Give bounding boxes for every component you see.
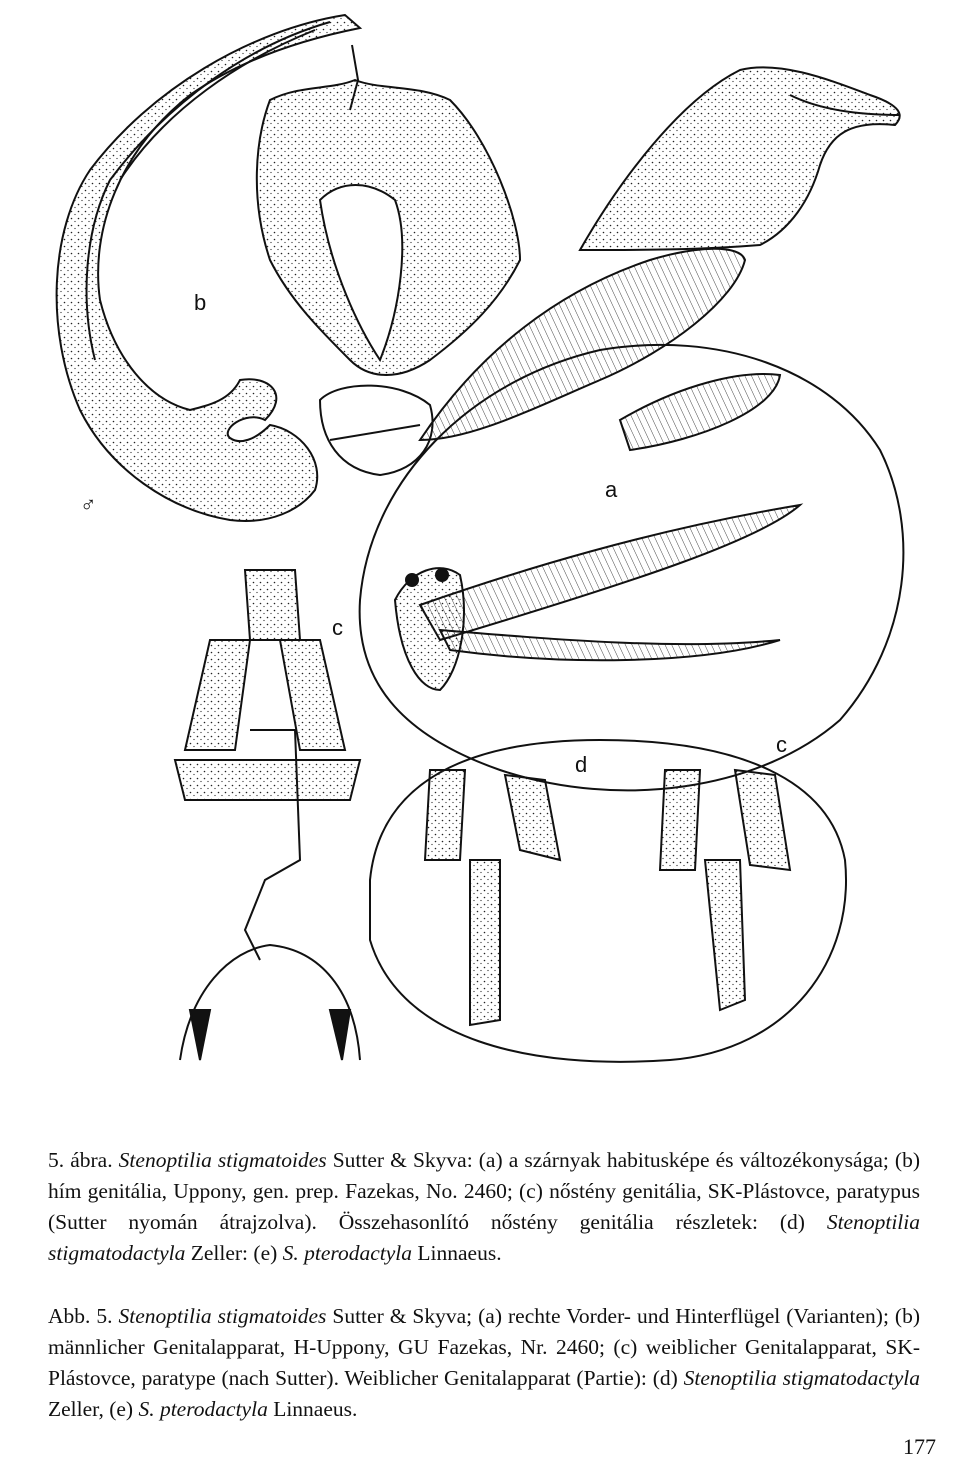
male-symbol: ♂: [80, 492, 97, 517]
figure-label-d: d: [575, 752, 588, 777]
caption-de-part-1: Sutter & Skyva; (a) rechte Vorder- und Hinterflügel (Varianten); (b) männlicher Genitalapparat, H-Uppony, GU Fazekas, Nr. 2460; (c) weiblicher Genitalapparat, SK-Plástovce, paratype (nach Sutter). Weiblicher Genitalapparat (Partie): (d): [48, 1304, 921, 1390]
caption-hu-part-2: Zeller: (e): [185, 1241, 283, 1265]
figure-label-a: a: [605, 477, 618, 502]
caption-de-taxon-3: S. pterodactyla: [138, 1397, 268, 1421]
figure-label-c-right: c: [776, 732, 787, 757]
caption-hungarian: [48, 1145, 920, 1269]
caption-de-taxon-2: Stenoptilia stigmatodactyla: [683, 1366, 920, 1390]
caption-hu-taxon-1: Stenoptilia stigmatoides: [118, 1148, 327, 1172]
female-genitalia-drawing: [175, 570, 360, 1060]
comparison-drawing: [370, 740, 846, 1062]
caption-hu-lead: 5. ábra.: [48, 1148, 119, 1172]
caption-hu-part-1: Sutter & Skyva: (a) a szárnyak habitusképe és változékonysága; (b) hím genitália, Uppony, gen. prep. Fazekas, No. 2460; (c) nőstény genitália, SK-Plástovce, paratypus (Sutter nyomán átrajzolva). Összehasonlító nőstény genitália részletek: (d): [48, 1148, 921, 1234]
caption-hu-part-3: Linnaeus.: [412, 1241, 502, 1265]
caption-de-lead: Abb. 5.: [48, 1304, 119, 1328]
caption-hu-taxon-3: S. pterodactyla: [282, 1241, 413, 1265]
figure-label-b: b: [194, 290, 207, 315]
caption-de-part-3: Linnaeus.: [267, 1397, 358, 1421]
caption-german: [48, 1301, 920, 1425]
caption-hu-taxon-2: Stenoptilia stigmatodactyla: [48, 1210, 920, 1265]
caption-de-part-2: Zeller, (e): [48, 1397, 139, 1421]
figure-label-c-top: c: [332, 615, 343, 640]
caption-de-taxon-1: Stenoptilia stigmatoides: [118, 1304, 327, 1328]
page-number: 177: [903, 1434, 936, 1459]
